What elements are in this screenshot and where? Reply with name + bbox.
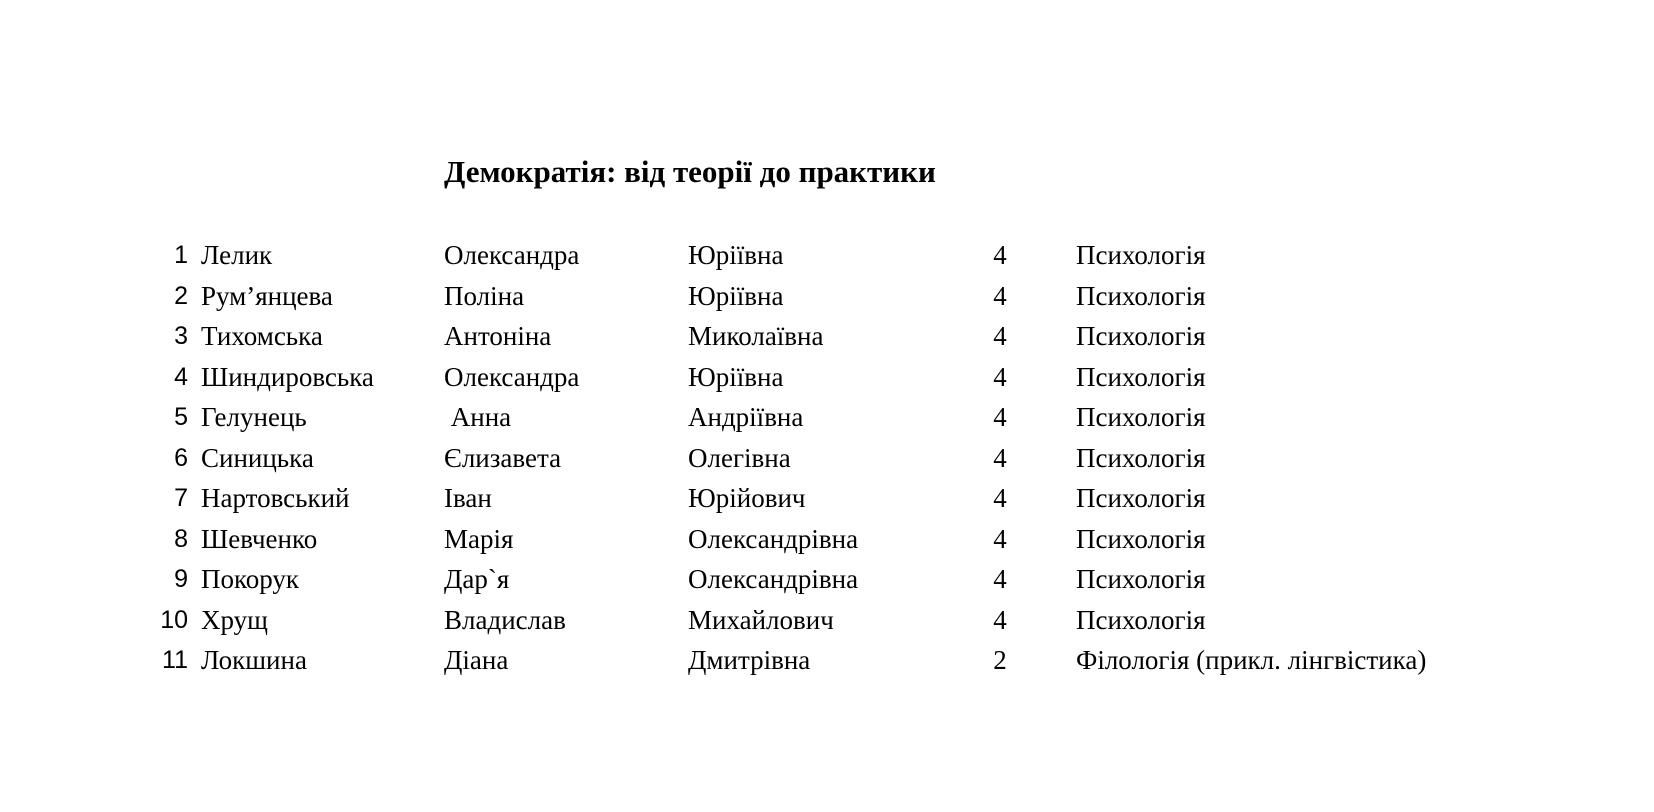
surname-cell: Гелунець [201,402,307,432]
patronymic-cell: Юрійович [688,483,806,513]
course-cell: 4 [993,402,1007,432]
specialty-cell: Психологія [1076,564,1206,594]
first-name-cell: Іван [444,483,492,513]
table-row [0,640,1654,681]
row-number: 6 [174,443,188,472]
table-row [0,397,1654,438]
course-cell: 4 [993,604,1007,635]
row-number: 8 [174,524,188,553]
course-cell: 2 [993,645,1007,675]
course-cell: 4 [993,240,1007,270]
specialty-cell: Психологія [1076,280,1206,311]
patronymic-cell: Олександрівна [688,564,859,594]
patronymic-cell: Юріївна [688,240,784,270]
table-row [0,519,1654,560]
course-cell: 4 [993,442,1007,473]
patronymic-cell: Миколаївна [688,321,824,351]
specialty-cell: Психологія [1076,442,1206,473]
patronymic-cell: Михайлович [688,604,834,635]
course-cell: 4 [993,361,1007,392]
row-number: 3 [174,322,188,350]
surname-cell: Синицька [201,442,314,473]
table-row [0,357,1654,398]
patronymic-cell: Олександрівна [688,523,859,554]
table-row [0,276,1654,317]
first-name-cell: Єлизавета [444,442,562,473]
first-name-cell: Олександра [444,361,580,392]
row-number: 1 [174,241,188,269]
first-name-cell: Діана [444,645,509,675]
course-cell: 4 [993,280,1007,311]
table-row [0,316,1654,357]
patronymic-cell: Юріївна [688,361,784,392]
patronymic-cell: Андріївна [688,402,804,432]
specialty-cell: Психологія [1076,523,1206,554]
first-name-cell: Дар`я [444,564,510,594]
row-number: 9 [174,565,188,593]
surname-cell: Покорук [201,564,300,594]
surname-cell: Тихомська [201,321,323,351]
patronymic-cell: Юріївна [688,280,784,311]
surname-cell: Нартовський [201,483,350,513]
table-row [0,600,1654,641]
course-cell: 4 [993,321,1007,351]
specialty-cell: Психологія [1076,402,1206,432]
row-number: 2 [174,281,188,310]
specialty-cell: Психологія [1076,321,1206,351]
specialty-cell: Психологія [1076,361,1206,392]
surname-cell: Хрущ [201,604,268,635]
course-cell: 4 [993,523,1007,554]
table-row [0,478,1654,519]
row-number: 7 [174,484,188,512]
row-number: 4 [174,362,188,391]
table-row [0,559,1654,600]
student-list [0,235,1654,681]
first-name-cell: Владислав [444,604,566,635]
course-cell: 4 [993,483,1007,513]
specialty-cell: Психологія [1076,240,1206,270]
first-name-cell: Антоніна [444,321,552,351]
table-row [0,235,1654,276]
table-row [0,438,1654,479]
row-number: 10 [160,605,188,634]
specialty-cell: Філологія (прикл. лінгвістика) [1076,645,1427,675]
specialty-cell: Психологія [1076,604,1206,635]
first-name-cell: Поліна [444,280,525,311]
surname-cell: Лелик [201,240,273,270]
row-number: 5 [174,403,188,431]
surname-cell: Локшина [201,645,307,675]
patronymic-cell: Олегівна [688,442,791,473]
first-name-cell: Марія [444,523,514,554]
document-title: Демократія: від теорії до практики [444,154,936,189]
course-cell: 4 [993,564,1007,594]
specialty-cell: Психологія [1076,483,1206,513]
patronymic-cell: Дмитрівна [688,645,811,675]
first-name-cell: Олександра [444,240,580,270]
first-name-cell: Анна [444,402,512,432]
surname-cell: Шиндировська [201,361,374,392]
row-number: 11 [162,646,188,674]
surname-cell: Рум’янцева [201,280,333,311]
surname-cell: Шевченко [201,523,318,554]
